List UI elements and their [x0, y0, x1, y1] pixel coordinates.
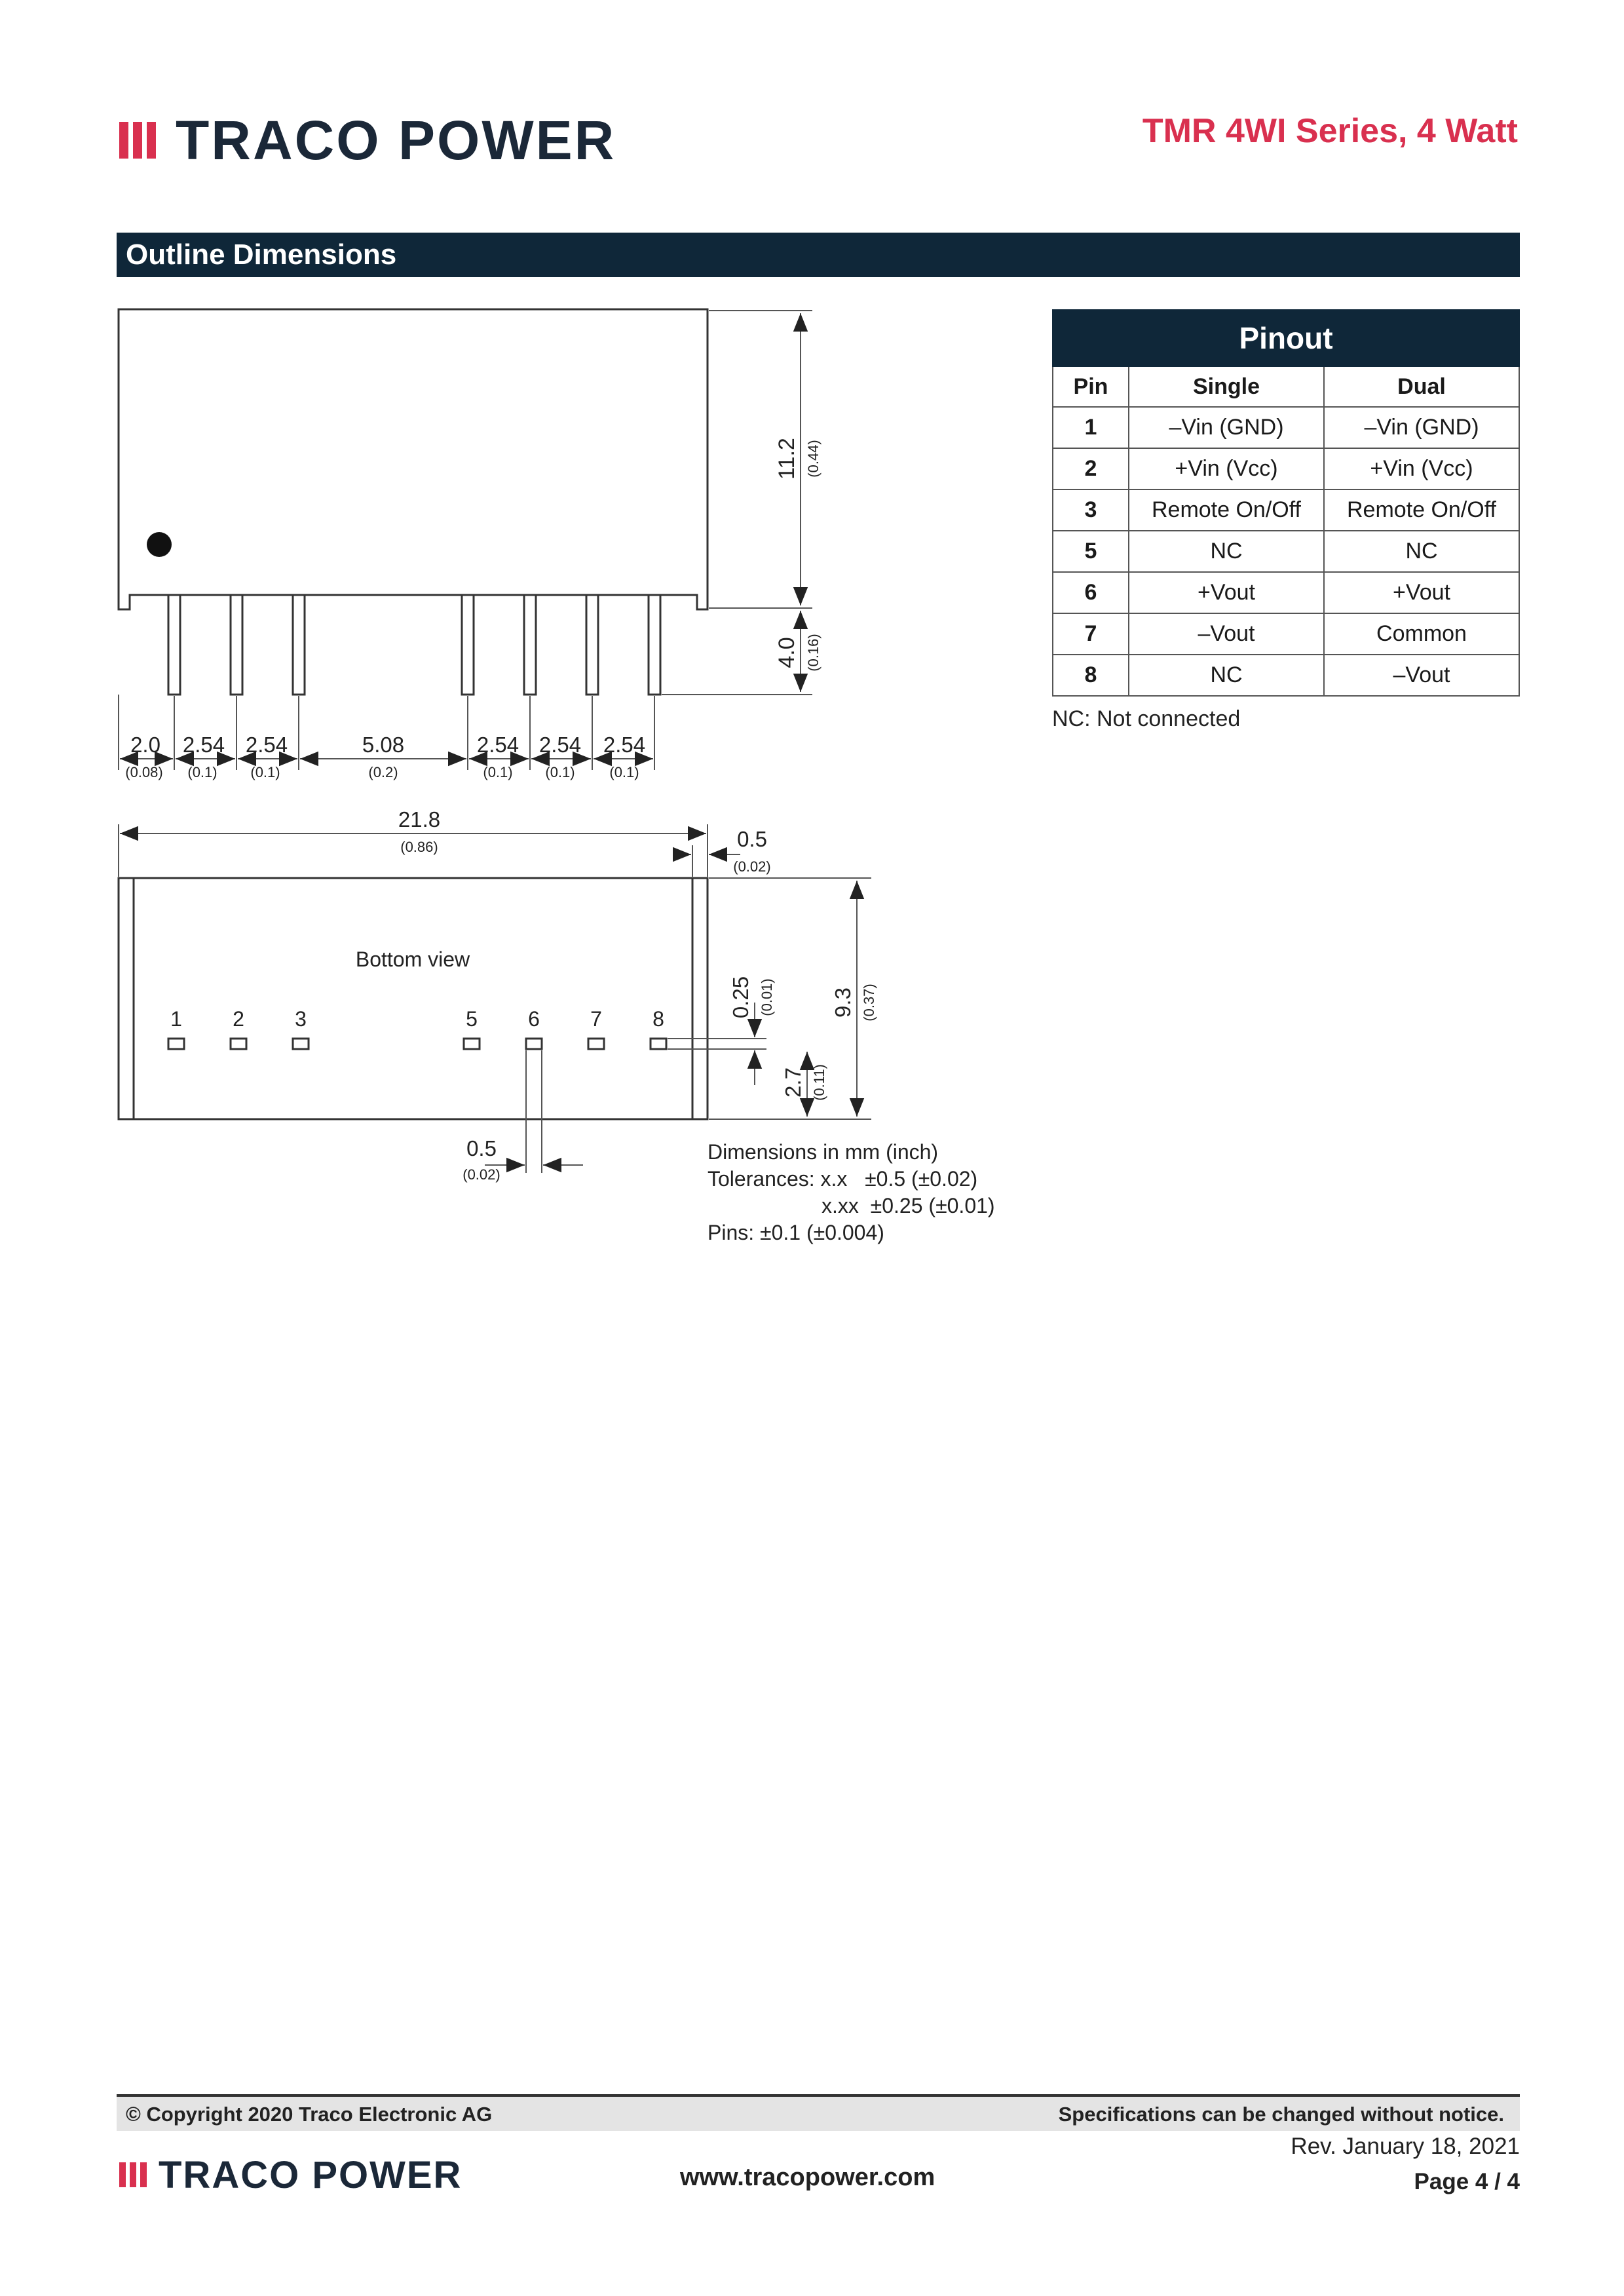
table-row	[1053, 407, 1519, 448]
dual-cell: Common	[1324, 613, 1519, 655]
dimension-notes	[708, 1139, 995, 1246]
bottom-view-label: Bottom view	[355, 947, 470, 971]
spacing-label-inch: (0.08)	[125, 764, 163, 780]
spacing-label: 2.54	[476, 733, 519, 757]
pin-pad	[231, 1039, 246, 1049]
pin-number: 5	[466, 1007, 478, 1031]
single-cell: –Vin (GND)	[1129, 407, 1324, 448]
single-cell: –Vout	[1129, 613, 1324, 655]
spacing-label-inch: (0.1)	[545, 764, 575, 780]
bottom-view	[119, 878, 708, 1119]
pin-number: 6	[528, 1007, 540, 1031]
column-header-single: Single	[1129, 366, 1324, 407]
pin-pad	[588, 1039, 604, 1049]
note-tolerance-xx: Tolerances: x.x ±0.5 (±0.02)	[708, 1167, 978, 1191]
dual-cell: –Vout	[1324, 655, 1519, 696]
note-tolerance-xxx: x.xx ±0.25 (±0.01)	[821, 1194, 995, 1217]
table-row	[1053, 572, 1519, 613]
pin-cell: 8	[1053, 655, 1129, 696]
pinout-title: Pinout	[1053, 310, 1519, 366]
note-pins: Pins: ±0.1 (±0.004)	[708, 1221, 884, 1244]
pin-number: 3	[295, 1007, 307, 1031]
height-label: 11.2	[774, 438, 799, 480]
pin-cell: 2	[1053, 448, 1129, 489]
pin-cell: 5	[1053, 531, 1129, 572]
spacing-label-inch: (0.1)	[187, 764, 217, 780]
table-row	[1053, 489, 1519, 531]
width-label-inch: (0.86)	[400, 839, 438, 855]
spacing-label: 2.54	[538, 733, 582, 757]
copyright-text: © Copyright 2020 Traco Electronic AG	[126, 2103, 493, 2126]
pin-number: 2	[233, 1007, 244, 1031]
footer-logo-text: TRACO POWER	[159, 2154, 463, 2196]
offset-label-inch: (0.01)	[759, 978, 775, 1016]
table-row	[1053, 448, 1519, 489]
table-row	[1053, 655, 1519, 696]
header-logo-text: TRACO POWER	[176, 109, 616, 171]
single-cell: NC	[1129, 655, 1324, 696]
dual-cell: +Vout	[1324, 572, 1519, 613]
pin-width-label-inch: (0.02)	[463, 1166, 500, 1183]
spacing-label: 2.54	[603, 733, 646, 757]
dual-cell: +Vin (Vcc)	[1324, 448, 1519, 489]
single-cell: +Vout	[1129, 572, 1324, 613]
dual-cell: –Vin (GND)	[1324, 407, 1519, 448]
dual-cell: Remote On/Off	[1324, 489, 1519, 531]
column-header-dual: Dual	[1324, 366, 1519, 407]
edge-label-inch: (0.02)	[733, 858, 771, 875]
single-cell: NC	[1129, 531, 1324, 572]
spacing-label-inch: (0.2)	[368, 764, 398, 780]
website-link[interactable]: www.tracopower.com	[680, 2164, 935, 2191]
edge-label: 0.5	[737, 827, 767, 851]
table-row	[1053, 531, 1519, 572]
pin-pad	[293, 1039, 309, 1049]
pinout-table	[1052, 309, 1520, 697]
footer-logo-mark	[119, 2162, 147, 2187]
section-title: Outline Dimensions	[126, 239, 397, 271]
depth-label-inch: (0.37)	[861, 984, 877, 1022]
spacing-label-inch: (0.1)	[609, 764, 639, 780]
pin1-marker-dot	[147, 532, 172, 557]
pin-width-label: 0.5	[466, 1136, 497, 1160]
height-label-inch: (0.44)	[805, 440, 821, 478]
table-row	[1053, 613, 1519, 655]
pin-length-label-inch: (0.16)	[805, 634, 821, 672]
series-title: TMR 4WI Series, 4 Watt	[1142, 112, 1518, 150]
pin-pad	[651, 1039, 666, 1049]
pin-row-label: 2.7	[781, 1067, 805, 1098]
dual-cell: NC	[1324, 531, 1519, 572]
pin-pad	[526, 1039, 542, 1049]
width-label: 21.8	[398, 807, 441, 832]
spacing-label-inch: (0.1)	[483, 764, 513, 780]
pin-number: 8	[652, 1007, 664, 1031]
footer-bar	[117, 2097, 1520, 2131]
spacing-label-inch: (0.1)	[250, 764, 280, 780]
pin-length-label: 4.0	[774, 637, 799, 668]
pin-cell: 1	[1053, 407, 1129, 448]
pin-pad	[464, 1039, 480, 1049]
depth-label: 9.3	[831, 987, 855, 1018]
pin-pad	[168, 1039, 184, 1049]
spacing-label: 2.0	[130, 733, 161, 757]
notice-text: Specifications can be changed without notice.	[1058, 2103, 1504, 2126]
nc-note: NC: Not connected	[1052, 706, 1241, 731]
column-header-pin: Pin	[1053, 366, 1129, 407]
pin-cell: 3	[1053, 489, 1129, 531]
pin-cell: 7	[1053, 613, 1129, 655]
pin-row-label-inch: (0.11)	[811, 1064, 827, 1101]
page-number: Page 4 / 4	[1414, 2169, 1520, 2194]
spacing-label: 2.54	[245, 733, 288, 757]
pin-number: 1	[170, 1007, 182, 1031]
spacing-label: 2.54	[182, 733, 225, 757]
spacing-label: 5.08	[362, 733, 405, 757]
side-view	[119, 309, 708, 695]
pin-cell: 6	[1053, 572, 1129, 613]
offset-label: 0.25	[728, 976, 753, 1019]
pin-number: 7	[590, 1007, 602, 1031]
single-cell: Remote On/Off	[1129, 489, 1324, 531]
note-units: Dimensions in mm (inch)	[708, 1140, 939, 1164]
single-cell: +Vin (Vcc)	[1129, 448, 1324, 489]
revision-date: Rev. January 18, 2021	[1291, 2133, 1520, 2159]
